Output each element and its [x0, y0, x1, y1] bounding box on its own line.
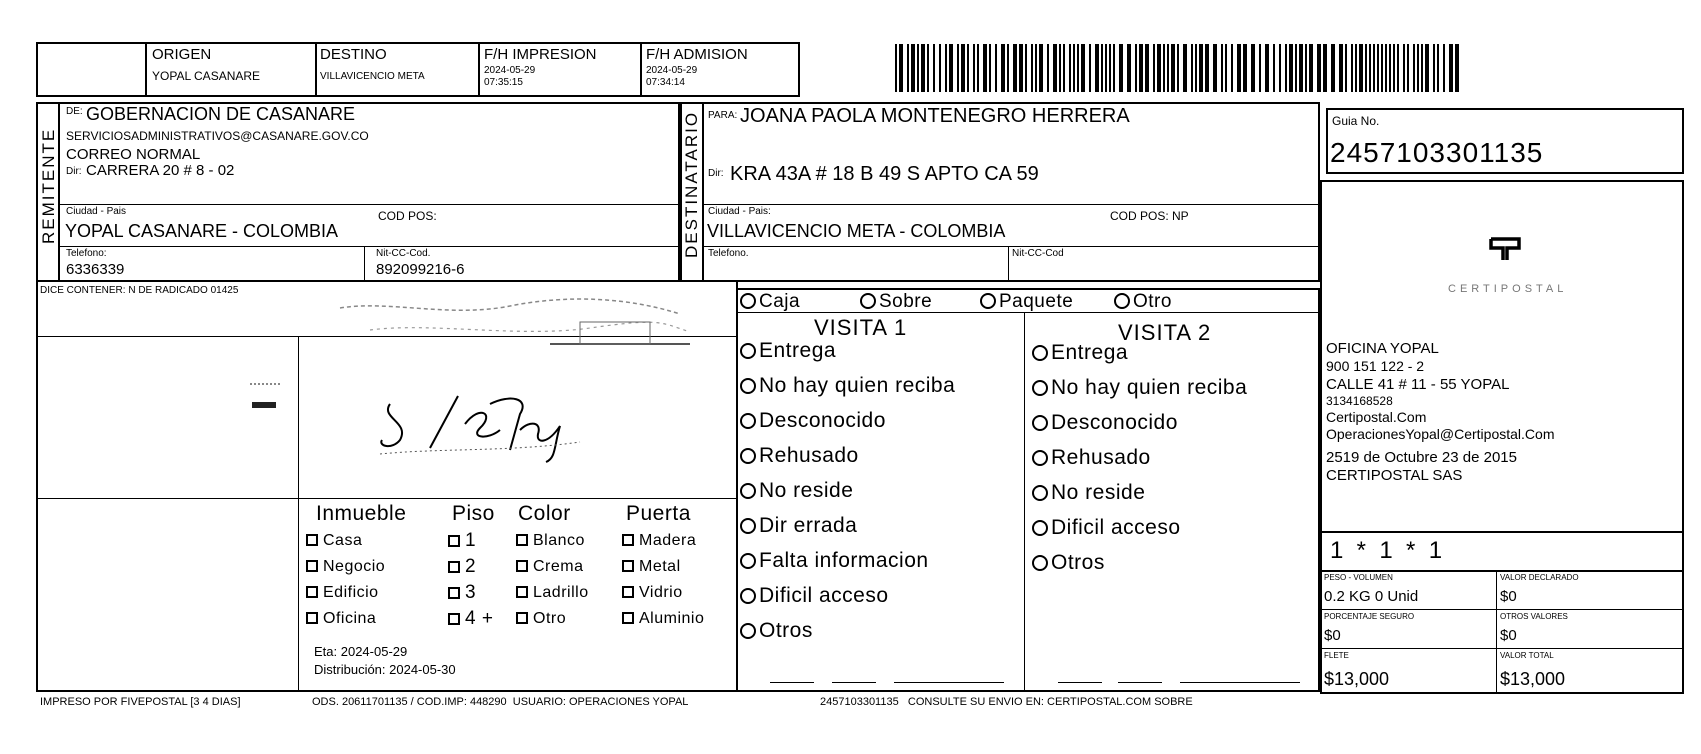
company-name: CERTIPOSTAL SAS [1326, 467, 1463, 484]
remitente-service: CORREO NORMAL [66, 146, 201, 163]
certipostal-logo-icon [1488, 236, 1522, 262]
puerta-header: Puerta [626, 502, 691, 525]
barcode-bar [1069, 44, 1071, 92]
barcode-bar [1025, 44, 1027, 92]
v2-rehusado[interactable]: Rehusado [1032, 447, 1151, 468]
checkbox-metal[interactable]: Metal [622, 559, 681, 575]
barcode-bar [1139, 44, 1143, 92]
fh-admision-date: 2024-05-29 [646, 65, 698, 76]
barcode-bar [1265, 44, 1269, 92]
barcode-bar [1317, 44, 1321, 92]
smudge-mark [240, 370, 300, 420]
barcode-bar [1413, 44, 1415, 92]
v1-dir-errada[interactable]: Dir errada [740, 515, 857, 536]
logo-text: CERTIPOSTAL [1448, 283, 1568, 295]
barcode-bar [1035, 44, 1037, 92]
barcode-bar [1295, 44, 1297, 92]
company-email: OperacionesYopal@Certipostal.Com [1326, 426, 1555, 442]
valor-declarado-value: $0 [1500, 588, 1517, 605]
barcode-bar [1153, 44, 1155, 92]
barcode-bar [1163, 44, 1165, 92]
otros-valores-value: $0 [1500, 627, 1517, 644]
destinatario-codpos: COD POS: NP [1110, 209, 1189, 223]
barcode-bar [1031, 44, 1033, 92]
checkbox-casa[interactable]: Casa [306, 533, 362, 549]
remitente-ciudad-label: Ciudad - Pais [66, 206, 127, 217]
barcode-bar [1157, 44, 1161, 92]
company-web: Certipostal.Com [1326, 409, 1427, 425]
barcode-bar [1299, 44, 1303, 92]
origen-value: YOPAL CASANARE [152, 69, 261, 83]
guide-label: Guia No. [1332, 114, 1380, 128]
v1-rehusado[interactable]: Rehusado [740, 445, 859, 466]
destinatario-name: JOANA PAOLA MONTENEGRO HERRERA [740, 105, 1130, 127]
barcode-bar [1309, 44, 1313, 92]
v1-blank-1 [770, 682, 814, 683]
v2-desconocido[interactable]: Desconocido [1032, 412, 1178, 433]
barcode-bar [1081, 44, 1085, 92]
v1-no-hay-quien-reciba[interactable]: No hay quien reciba [740, 375, 955, 396]
barcode-bar [1443, 44, 1445, 92]
checkbox-ladrillo[interactable]: Ladrillo [516, 585, 589, 601]
barcode-bar [1259, 44, 1261, 92]
footer-ods: ODS. 20611701135 / COD.IMP: 448290 USUARIO: OPERACIONES YOPAL [312, 696, 689, 708]
remitente-name: GOBERNACION DE CASANARE [86, 104, 356, 124]
barcode-bar [1285, 44, 1287, 92]
barcode-bar [1213, 44, 1217, 92]
barcode-bar [1355, 44, 1357, 92]
destinatario-address: KRA 43A # 18 B 49 S APTO CA 59 [730, 163, 1039, 185]
barcode-bar [1305, 44, 1307, 92]
barcode-bar [899, 44, 903, 92]
company-office: OFICINA YOPAL [1326, 340, 1439, 357]
footer-printed-by: IMPRESO POR FIVEPOSTAL [3 4 DIAS] [40, 696, 241, 708]
barcode-bar [1053, 44, 1057, 92]
barcode-bar [1385, 44, 1387, 92]
barcode-bar [1105, 44, 1107, 92]
porcentaje-label: PORCENTAJE SEGURO [1324, 612, 1415, 621]
destinatario-ciudad-label: Ciudad - Pais: [708, 206, 771, 217]
barcode-bar [957, 44, 959, 92]
barcode-bar [1237, 44, 1241, 92]
v1-no-reside[interactable]: No reside [740, 480, 853, 501]
destinatario-box [680, 102, 1320, 282]
remitente-telefono: 6336339 [66, 261, 125, 278]
distribucion-date: Distribución: 2024-05-30 [314, 662, 456, 677]
barcode-bar [1279, 44, 1281, 92]
barcode-bar [1167, 44, 1169, 92]
v1-blank-2 [832, 682, 876, 683]
peso-label: PESO - VOLUMEN [1324, 573, 1393, 582]
fh-admision-label: F/H ADMISION [646, 46, 748, 63]
v1-dificil-acceso[interactable]: Dificil acceso [740, 585, 889, 606]
barcode-bar [1397, 44, 1399, 92]
v1-entrega[interactable]: Entrega [740, 340, 836, 361]
stamp-mark [330, 288, 700, 378]
checkbox-madera[interactable]: Madera [622, 533, 696, 549]
checkbox-blanco[interactable]: Blanco [516, 533, 585, 549]
package-type-otro[interactable]: Otro [1114, 292, 1172, 311]
visita1-title: VISITA 1 [814, 315, 908, 340]
fh-admision-time: 07:34:14 [646, 77, 685, 88]
barcode-bar [1019, 44, 1023, 92]
flete-label: FLETE [1324, 651, 1349, 660]
barcode-bar [1421, 44, 1423, 92]
barcode-bar [1273, 44, 1275, 92]
checkbox-vidrio[interactable]: Vidrio [622, 585, 683, 601]
barcode-bar [995, 44, 997, 92]
barcode-bar [933, 44, 935, 92]
barcode-bar [1407, 44, 1409, 92]
signature-mark [370, 384, 590, 464]
barcode-bar [1113, 44, 1115, 92]
checkbox-edificio[interactable]: Edificio [306, 585, 379, 601]
package-type-paquete[interactable]: Paquete [980, 292, 1073, 311]
remitente-address: CARRERA 20 # 8 - 02 [86, 162, 235, 179]
barcode-bar [961, 44, 965, 92]
barcode-bar [1191, 44, 1193, 92]
checkbox-aluminio[interactable]: Aluminio [622, 611, 704, 627]
v2-no-hay-quien-reciba[interactable]: No hay quien reciba [1032, 377, 1247, 398]
v2-blank-3 [1180, 682, 1300, 683]
barcode-bar [1225, 44, 1227, 92]
valor-total-value: $13,000 [1500, 669, 1566, 689]
origen-label: ORIGEN [152, 46, 212, 63]
barcode-bar [1119, 44, 1123, 92]
destinatario-side-label: DESTINATARIO [682, 110, 701, 258]
checkbox-negocio[interactable]: Negocio [306, 559, 385, 575]
barcode-bar [1251, 44, 1255, 92]
barcode-bar [1135, 44, 1137, 92]
barcode-bar [1437, 44, 1439, 92]
barcode-bar [939, 44, 941, 92]
destinatario-telefono-label: Telefono. [708, 248, 749, 259]
barcode-bar [949, 44, 953, 92]
piso-header: Piso [452, 502, 495, 525]
barcode-bar [1433, 44, 1435, 92]
barcode-bar [1001, 44, 1005, 92]
destinatario-dir-label: Dir: [708, 168, 724, 179]
barcode-bar [1205, 44, 1209, 92]
barcode-bar [1095, 44, 1099, 92]
checkbox-crema[interactable]: Crema [516, 559, 584, 575]
barcode-bar [1393, 44, 1395, 92]
valor-total-label: VALOR TOTAL [1500, 651, 1554, 660]
v2-dificil-acceso[interactable]: Dificil acceso [1032, 517, 1181, 538]
para-label: PARA: [708, 110, 738, 121]
checkbox-otro-color[interactable]: Otro [516, 611, 566, 627]
destinatario-ciudad: VILLAVICENCIO META - COLOMBIA [707, 221, 1006, 241]
barcode-bar [983, 44, 987, 92]
barcode-bar [1417, 44, 1419, 92]
remitente-dir-label: Dir: [66, 166, 82, 177]
barcode-bar [927, 44, 929, 92]
visita2-title: VISITA 2 [1118, 320, 1212, 345]
barcode-bar [1171, 44, 1175, 92]
company-nit: 900 151 122 - 2 [1326, 358, 1425, 374]
destino-value: VILLAVICENCIO META [320, 71, 425, 82]
barcode-bar [1289, 44, 1293, 92]
color-header: Color [518, 502, 571, 525]
barcode-bar [973, 44, 975, 92]
porcentaje-value: $0 [1324, 627, 1341, 644]
barcode-bar [1101, 44, 1103, 92]
barcode-bar [1373, 44, 1375, 92]
fh-impresion-date: 2024-05-29 [484, 65, 536, 76]
eta-date: Eta: 2024-05-29 [314, 644, 408, 659]
barcode-bar [1359, 44, 1363, 92]
otros-valores-label: OTROS VALORES [1500, 612, 1568, 621]
checkbox-piso-2[interactable]: 2 [448, 557, 476, 576]
barcode-bar [977, 44, 979, 92]
remitente-side-label: REMITENTE [39, 127, 58, 244]
remitente-nit-label: Nit-CC-Cod. [376, 248, 431, 259]
barcode-bar [1425, 44, 1429, 92]
barcode-bar [1377, 44, 1379, 92]
checkbox-oficina[interactable]: Oficina [306, 611, 376, 627]
remitente-codpos-label: COD POS: [378, 209, 437, 223]
barcode-bar [1039, 44, 1043, 92]
barcode-bar [1323, 44, 1327, 92]
barcode-bar [1221, 44, 1223, 92]
v1-falta-informacion[interactable]: Falta informacion [740, 550, 929, 571]
remitente-telefono-label: Telefono: [66, 248, 107, 259]
barcode [895, 44, 1465, 92]
pieces-count: 1 * 1 * 1 [1330, 537, 1443, 564]
barcode-bar [989, 44, 991, 92]
barcode-bar [1007, 44, 1009, 92]
valor-declarado-label: VALOR DECLARADO [1500, 573, 1579, 582]
footer-consult: 2457103301135 CONSULTE SU ENVIO EN: CERTIPOSTAL.COM SOBRE [820, 696, 1193, 708]
barcode-bar [911, 44, 915, 92]
barcode-bar [1195, 44, 1197, 92]
barcode-bar [967, 44, 969, 92]
company-resolution: 2519 de Octubre 23 de 2015 [1326, 449, 1517, 466]
barcode-bar [1183, 44, 1187, 92]
v2-blank-2 [1118, 682, 1162, 683]
barcode-bar [1077, 44, 1079, 92]
flete-value: $13,000 [1324, 669, 1390, 689]
barcode-bar [1109, 44, 1111, 92]
barcode-bar [1063, 44, 1065, 92]
barcode-bar [1243, 44, 1247, 92]
barcode-bar [1449, 44, 1453, 92]
barcode-bar [1089, 44, 1091, 92]
barcode-bar [1013, 44, 1017, 92]
dice-contener: DICE CONTENER: N DE RADICADO 01425 [40, 285, 239, 296]
destino-label: DESTINO [320, 46, 387, 63]
barcode-bar [1073, 44, 1075, 92]
v1-otros[interactable]: Otros [740, 620, 813, 641]
package-type-sobre[interactable]: Sobre [860, 292, 932, 311]
fh-impresion-time: 07:35:15 [484, 77, 523, 88]
remitente-email: SERVICIOSADMINISTRATIVOS@CASANARE.GOV.CO [66, 129, 369, 143]
barcode-bar [1059, 44, 1061, 92]
barcode-bar [1455, 44, 1459, 92]
v1-desconocido[interactable]: Desconocido [740, 410, 886, 431]
package-type-caja[interactable]: Caja [740, 292, 800, 311]
barcode-bar [1381, 44, 1383, 92]
company-address: CALLE 41 # 11 - 55 YOPAL [1326, 376, 1510, 393]
barcode-bar [1177, 44, 1179, 92]
barcode-bar [1331, 44, 1335, 92]
v1-blank-3 [894, 682, 1004, 683]
barcode-bar [945, 44, 947, 92]
de-label: DE: [66, 106, 83, 117]
checkbox-piso-1[interactable]: 1 [448, 531, 476, 550]
fh-impresion-label: F/H IMPRESION [484, 46, 597, 63]
remitente-ciudad: YOPAL CASANARE - COLOMBIA [65, 221, 339, 241]
v2-otros[interactable]: Otros [1032, 552, 1105, 573]
barcode-bar [1389, 44, 1391, 92]
barcode-bar [1339, 44, 1343, 92]
v2-no-reside[interactable]: No reside [1032, 482, 1145, 503]
remitente-nit: 892099216-6 [376, 261, 465, 278]
barcode-bar [921, 44, 925, 92]
v2-blank-1 [1058, 682, 1102, 683]
inmueble-header: Inmueble [316, 502, 407, 525]
destinatario-nit-label: Nit-CC-Cod [1012, 248, 1064, 259]
barcode-bar [1047, 44, 1049, 92]
guide-number: 2457103301135 [1330, 137, 1544, 168]
barcode-bar [1199, 44, 1203, 92]
checkbox-piso-3[interactable]: 3 [448, 583, 476, 602]
barcode-bar [1365, 44, 1367, 92]
barcode-bar [1351, 44, 1353, 92]
barcode-bar [907, 44, 909, 92]
barcode-bar [1403, 44, 1405, 92]
company-phone: 3134168528 [1326, 394, 1393, 408]
barcode-bar [1127, 44, 1131, 92]
barcode-bar [1231, 44, 1233, 92]
barcode-bar [895, 44, 897, 92]
checkbox-piso-4[interactable]: 4 + [448, 609, 493, 628]
barcode-bar [1345, 44, 1347, 92]
barcode-bar [917, 44, 919, 92]
v2-entrega[interactable]: Entrega [1032, 342, 1128, 363]
barcode-bar [1369, 44, 1371, 92]
peso-value: 0.2 KG 0 Unid [1324, 588, 1419, 605]
barcode-bar [1145, 44, 1149, 92]
